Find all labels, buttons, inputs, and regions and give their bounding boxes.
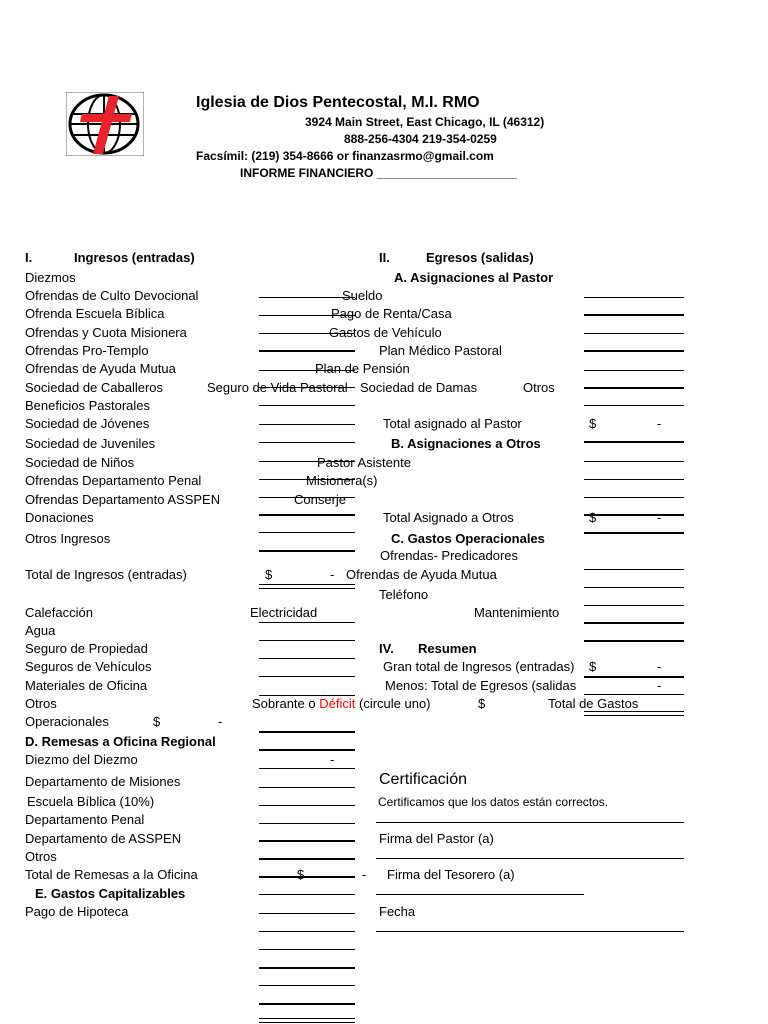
gross-income-value: -: [657, 659, 662, 674]
remittances-total-value: -: [362, 867, 367, 882]
remittance-item: Departamento Penal: [25, 812, 145, 827]
surplus-currency: $: [478, 696, 486, 711]
operational-item: Electricidad: [250, 605, 318, 620]
blank-line[interactable]: [259, 550, 355, 552]
blank-line[interactable]: [259, 749, 355, 751]
blank-line[interactable]: [259, 805, 355, 806]
operational-item: Teléfono: [379, 587, 429, 602]
remittances-total-label: Total de Remesas a la Oficina: [25, 867, 198, 882]
remittance-item: Departamento de Misiones: [25, 774, 181, 789]
operational-item: Seguro de Propiedad: [25, 641, 148, 656]
capital-heading: E. Gastos Capitalizables: [35, 886, 186, 901]
income-item: Ofrendas de Culto Devocional: [25, 288, 199, 303]
surplus-label: [252, 696, 431, 711]
blank-line[interactable]: [259, 913, 355, 914]
surplus-text: Sobrante o: [252, 696, 316, 711]
income-item: Ofrendas y Cuota Misionera: [25, 325, 187, 340]
blank-line[interactable]: [259, 949, 355, 950]
income-item: Diezmos: [25, 270, 76, 285]
summary-double-line: [584, 711, 684, 716]
blank-line[interactable]: [259, 532, 355, 533]
blank-line[interactable]: [259, 297, 355, 298]
blank-line[interactable]: [584, 350, 684, 352]
others-total-currency: $: [589, 510, 597, 525]
deficit-text: Déficit: [319, 696, 356, 711]
blank-line[interactable]: [259, 823, 355, 824]
blank-line[interactable]: [259, 894, 355, 895]
church-logo-icon: [66, 92, 144, 156]
blank-line[interactable]: [584, 676, 684, 678]
report-title: INFORME FINANCIERO _____________________: [240, 166, 517, 180]
income-item: Sociedad de Jóvenes: [25, 416, 150, 431]
income-item: Ofrendas Departamento Penal: [25, 473, 202, 488]
income-item: Ofrendas de Ayuda Mutua: [25, 361, 176, 376]
capital-item: Pago de Hipoteca: [25, 904, 129, 919]
org-name: Iglesia de Dios Pentecostal, M.I. RMO: [196, 94, 480, 111]
pastor-total-value: -: [657, 416, 662, 431]
certification-heading: Certificación: [379, 771, 468, 788]
blank-line[interactable]: [259, 442, 355, 443]
blank-line[interactable]: [584, 333, 684, 334]
remittances-total-currency: $: [297, 867, 305, 882]
operational-item: Ofrendas de Ayuda Mutua: [346, 567, 497, 582]
pastor-allocations-heading: A. Asignaciones al Pastor: [394, 270, 554, 285]
pastor-item: Gastos de Vehículo: [329, 325, 442, 340]
treasurer-signature-line[interactable]: [376, 894, 584, 895]
operational-item: Calefacción: [25, 605, 93, 620]
blank-line[interactable]: [259, 497, 355, 498]
other-item: Misionera(s): [306, 473, 378, 488]
others-total-label: Total Asignado a Otros: [383, 510, 514, 525]
blank-line[interactable]: [584, 479, 684, 480]
income-item: Ofrenda Escuela Bíblica: [25, 306, 165, 321]
blank-line[interactable]: [584, 587, 684, 588]
blank-line[interactable]: [584, 640, 684, 642]
capital-total-double-line: [259, 1018, 355, 1023]
pastor-signature-label: Firma del Pastor (a): [379, 831, 494, 846]
blank-line[interactable]: [259, 350, 355, 352]
blank-line[interactable]: [259, 1003, 355, 1005]
statement-line[interactable]: [376, 822, 684, 823]
blank-line[interactable]: [259, 931, 355, 932]
blank-line[interactable]: [259, 315, 355, 316]
blank-line[interactable]: [584, 605, 684, 606]
summary-heading: Resumen: [418, 641, 477, 656]
blank-line[interactable]: [259, 405, 355, 406]
operational-item: Mantenimiento: [474, 605, 560, 620]
operational-item: Materiales de Oficina: [25, 678, 148, 693]
income-heading: Ingresos (entradas): [74, 250, 195, 265]
income-total-double-line: [259, 584, 355, 589]
date-label: Fecha: [379, 904, 416, 919]
remittance-item: Diezmo del Diezmo: [25, 752, 138, 767]
org-address: 3924 Main Street, East Chicago, IL (46312): [305, 115, 545, 129]
blank-line[interactable]: [259, 333, 355, 334]
other-item: Conserje: [294, 492, 347, 507]
pastor-item: Plan Médico Pastoral: [379, 343, 502, 358]
blank-line[interactable]: [259, 514, 355, 516]
blank-line[interactable]: [259, 695, 355, 696]
blank-line[interactable]: [259, 424, 355, 425]
circle-one-text: (circule uno): [358, 696, 431, 711]
income-item: Sociedad de Caballeros: [25, 380, 164, 395]
blank-line[interactable]: [584, 314, 684, 316]
pastor-item: Beneficios Pastorales: [25, 398, 151, 413]
minus-expenses-label: Menos: Total de Egresos (salidas: [385, 678, 577, 693]
blank-line[interactable]: [259, 840, 355, 842]
blank-line[interactable]: [584, 497, 684, 498]
income-item: Sociedad de Damas: [360, 380, 478, 395]
blank-line[interactable]: [584, 461, 684, 462]
expenses-heading-number: II.: [379, 250, 390, 265]
operational-total-label: Total de Gastos: [548, 696, 639, 711]
blank-line[interactable]: [259, 370, 355, 371]
certification-statement: Certificamos que los datos están correctos.: [378, 795, 609, 809]
blank-line[interactable]: [259, 768, 355, 769]
pastor-item: Seguro de Vida Pastoral: [207, 380, 348, 395]
remittance-item: Otros: [25, 849, 57, 864]
gross-income-currency: $: [589, 659, 597, 674]
operational-item: Seguros de Vehículos: [25, 659, 152, 674]
blank-line[interactable]: [259, 787, 355, 788]
other-item: Pastor Asistente: [317, 455, 411, 470]
income-heading-number: I.: [25, 250, 33, 265]
blank-line[interactable]: [259, 731, 355, 733]
operational-total-value: -: [218, 714, 223, 729]
pastor-total-currency: $: [589, 416, 597, 431]
operational-item: Ofrendas- Predicadores: [380, 548, 519, 563]
org-phones: 888-256-4304 219-354-0259: [344, 132, 497, 146]
operational-item: Agua: [25, 623, 56, 638]
pastor-signature-line[interactable]: [376, 858, 684, 859]
blank-line[interactable]: [584, 622, 684, 624]
blank-line[interactable]: [584, 532, 684, 534]
gross-income-label: Gran total de Ingresos (entradas): [383, 659, 575, 674]
blank-line[interactable]: [584, 405, 684, 406]
blank-line[interactable]: [259, 387, 355, 388]
pastor-item: Pago de Renta/Casa: [331, 306, 452, 321]
income-total-label: Total de Ingresos (entradas): [25, 567, 187, 582]
income-item: Otros Ingresos: [25, 531, 111, 546]
pastor-total-label: Total asignado al Pastor: [383, 416, 522, 431]
pastor-item: Otros: [523, 380, 555, 395]
blank-line[interactable]: [259, 640, 355, 641]
operational-heading: C. Gastos Operacionales: [391, 531, 545, 546]
blank-line[interactable]: [259, 676, 355, 677]
blank-line[interactable]: [259, 622, 355, 623]
other-allocations-heading: B. Asignaciones a Otros: [391, 436, 541, 451]
operational-total-label-cont: Operacionales: [25, 714, 109, 729]
income-item: Sociedad de Juveniles: [25, 436, 156, 451]
blank-line[interactable]: [584, 441, 684, 443]
blank-line[interactable]: [259, 461, 355, 462]
blank-line[interactable]: [584, 297, 684, 298]
org-fax-email: Facsímil: (219) 354-8666 or finanzasrmo@gmail.com: [196, 149, 494, 163]
blank-line[interactable]: [259, 858, 355, 860]
remittance-item: Departamento de ASSPEN: [25, 831, 182, 846]
blank-line[interactable]: [584, 569, 684, 570]
operational-total-currency: $: [153, 714, 161, 729]
blank-line[interactable]: [584, 387, 684, 389]
blank-line[interactable]: [259, 876, 355, 878]
income-total-value: -: [330, 567, 335, 582]
treasurer-signature-label: Firma del Tesorero (a): [387, 867, 515, 882]
income-item: Donaciones: [25, 510, 94, 525]
blank-line[interactable]: [259, 658, 355, 659]
blank-line[interactable]: [259, 967, 355, 969]
date-line[interactable]: [376, 931, 684, 932]
income-item: Ofrendas Departamento ASSPEN: [25, 492, 221, 507]
summary-heading-number: IV.: [379, 641, 394, 656]
minus-expenses-value: -: [657, 678, 662, 693]
blank-line[interactable]: [259, 479, 355, 480]
diezmo-value: -: [330, 752, 335, 767]
blank-line[interactable]: [259, 985, 355, 986]
others-total-value: -: [657, 510, 662, 525]
blank-line[interactable]: [584, 514, 684, 516]
remittance-item: Escuela Bíblica (10%): [27, 794, 155, 809]
operational-item: Otros: [25, 696, 57, 711]
blank-line[interactable]: [584, 694, 684, 695]
blank-line[interactable]: [584, 370, 684, 371]
expenses-heading: Egresos (salidas): [426, 250, 534, 265]
income-item: Sociedad de Niños: [25, 455, 135, 470]
remittances-heading: D. Remesas a Oficina Regional: [25, 734, 216, 749]
income-total-currency: $: [265, 567, 273, 582]
pastor-item: Plan de Pensión: [315, 361, 410, 376]
pastor-item: Sueldo: [342, 288, 383, 303]
income-item: Ofrendas Pro-Templo: [25, 343, 149, 358]
